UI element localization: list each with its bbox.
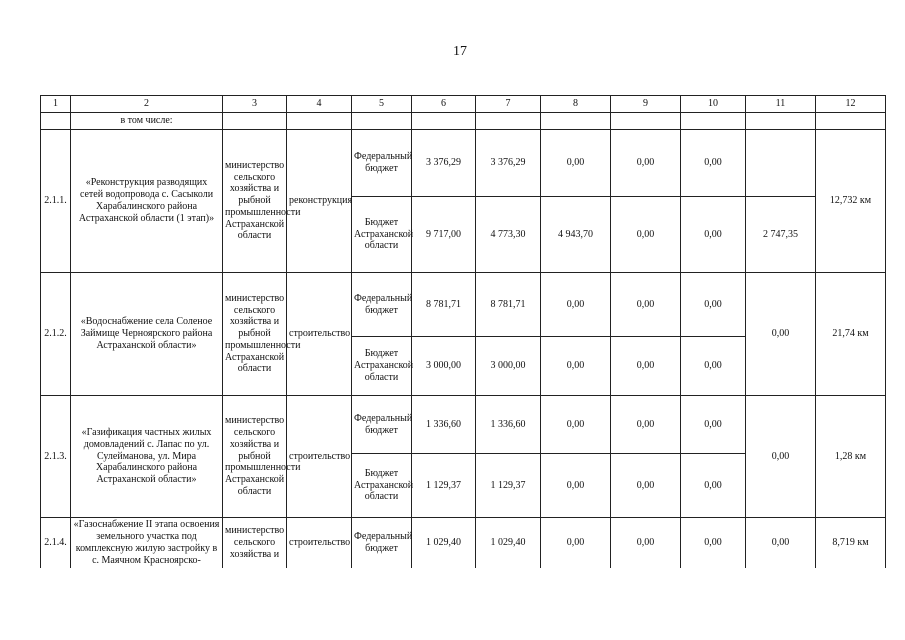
ministry-cell: министерство сельского хозяйства и [223,518,287,568]
ministry-cell: министерство сельского хозяйства и рыбной промышленности Астраханской области [223,396,287,518]
page-number: 17 [453,44,467,59]
value-cell: 0,00 [681,130,746,197]
row-id: 2.1.3. [41,396,71,518]
funding-source: Федеральный бюджет [352,130,412,197]
project-name: «Водоснабжение села Соленое Займище Черноярского района Астраханской области» [71,273,223,396]
value-cell: 4 943,70 [541,197,611,273]
funding-source: Федеральный бюджет [352,396,412,454]
header-cell: 3 [223,96,287,113]
length-cell: 12,732 км [816,130,886,273]
value-cell: 1 336,60 [476,396,541,454]
value-cell: 0,00 [681,273,746,337]
table-row [41,130,886,197]
value-cell: 0,00 [541,337,611,396]
value-cell: 0,00 [681,518,746,568]
value-cell: 0,00 [611,454,681,518]
value-cell: 4 773,30 [476,197,541,273]
work-type: строительство [287,518,352,568]
header-cell: 12 [816,96,886,113]
header-cell: 7 [476,96,541,113]
project-name: «Реконструкция разводящих сетей водопровода с. Сасыколи Харабалинского района Астраханской области (1 этап)» [71,130,223,273]
ministry-cell: министерство сельского хозяйства и рыбной промышленности Астраханской области [223,273,287,396]
value-cell: 3 376,29 [476,130,541,197]
value-cell: 3 000,00 [412,337,476,396]
length-cell: 1,28 км [816,396,886,518]
header-cell: 6 [412,96,476,113]
value-cell: 3 376,29 [412,130,476,197]
value-cell: 1 029,40 [412,518,476,568]
value-cell: 0,00 [541,396,611,454]
work-type: реконструкция [287,130,352,273]
funding-source: Бюджет Астраханской области [352,197,412,273]
funding-source: Федеральный бюджет [352,273,412,337]
project-name: «Газификация частных жилых домовладений с. Лапас по ул. Сулейманова, ул. Мира Харабалинского района Астраханской области» [71,396,223,518]
length-cell: 8,719 км [816,518,886,568]
ministry-cell: министерство сельского хозяйства и рыбной промышленности Астраханской области [223,130,287,273]
value-cell: 0,00 [611,130,681,197]
value-cell: 8 781,71 [412,273,476,337]
row-id: 2.1.2. [41,273,71,396]
length-cell: 21,74 км [816,273,886,396]
value-cell: 0,00 [746,396,816,518]
row-id: 2.1.1. [41,130,71,273]
value-cell: 1 336,60 [412,396,476,454]
header-cell: 11 [746,96,816,113]
value-cell: 0,00 [681,337,746,396]
subheader-label: в том числе: [71,113,223,130]
header-cell: 1 [41,96,71,113]
value-cell: 0,00 [541,273,611,337]
budget-table [40,95,886,568]
funding-source: Бюджет Астраханской области [352,454,412,518]
table-row [41,396,886,454]
header-cell: 10 [681,96,746,113]
funding-source: Бюджет Астраханской области [352,337,412,396]
value-cell: 0,00 [611,518,681,568]
work-type: строительство [287,273,352,396]
header-cell: 8 [541,96,611,113]
header-cell: 2 [71,96,223,113]
value-cell: 0,00 [746,273,816,396]
subheader-row [41,113,886,130]
work-type: строительство [287,396,352,518]
value-cell: 0,00 [611,337,681,396]
header-cell: 4 [287,96,352,113]
value-cell: 0,00 [681,396,746,454]
value-cell: 0,00 [611,273,681,337]
table-row [41,273,886,337]
value-cell: 0,00 [611,197,681,273]
value-cell: 0,00 [611,396,681,454]
funding-source: Федеральный бюджет [352,518,412,568]
value-cell: 0,00 [541,130,611,197]
table-row [41,518,886,568]
header-row [41,96,886,113]
value-cell: 2 747,35 [746,197,816,273]
value-cell: 1 129,37 [476,454,541,518]
value-cell: 0,00 [541,454,611,518]
value-cell: 0,00 [681,197,746,273]
header-cell: 5 [352,96,412,113]
project-name: «Газоснабжение II этапа освоения земельного участка под комплексную жилую застройку в с. Маячном Красноярско- [71,518,223,568]
value-cell: 0,00 [681,454,746,518]
value-cell: 1 129,37 [412,454,476,518]
value-cell: 0,00 [541,518,611,568]
value-cell: 0,00 [746,518,816,568]
row-id: 2.1.4. [41,518,71,568]
value-cell: 9 717,00 [412,197,476,273]
value-cell: 3 000,00 [476,337,541,396]
value-cell [746,130,816,197]
header-cell: 9 [611,96,681,113]
value-cell: 1 029,40 [476,518,541,568]
value-cell: 8 781,71 [476,273,541,337]
